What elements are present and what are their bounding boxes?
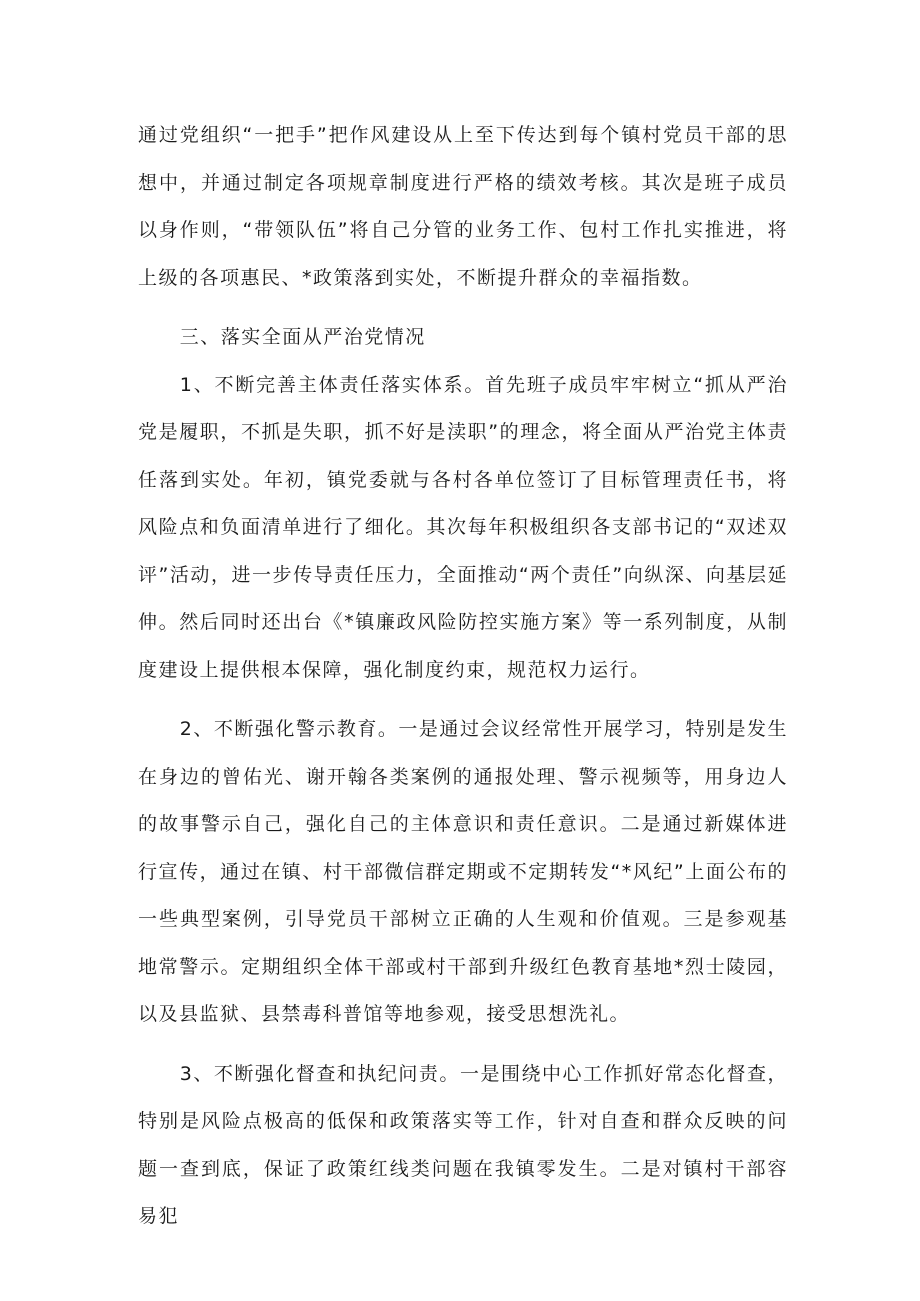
paragraph-continuation: 通过党组织“一把手”把作风建设从上至下传达到每个镇村党员干部的思想中，并通过制定各项规章制度进行严格的绩效考核。其次是班子成员以身作则，“带领队伍”将自己分管的业务工作、包村工作扎实推进，将上级的各项惠民、*政策落到实处，不断提升群众的幸福指数。 xyxy=(138,124,788,289)
paragraph-item-3: 3、不断强化督查和执纪问责。一是围绕中心工作抓好常态化督查，特别是风险点极高的低保和政策落实等工作，针对自查和群众反映的问题一查到底，保证了政策红线类问题在我镇零发生。二是对镇村干部容易犯 xyxy=(138,1062,788,1227)
paragraph-item-1: 1、不断完善主体责任落实体系。首先班子成员牢牢树立“抓从严治党是履职，不抓是失职，抓不好是渎职”的理念，将全面从严治党主体责任落到实处。年初，镇党委就与各村各单位签订了目标管理责任书，将风险点和负面清单进行了细化。其次每年积极组织各支部书记的“双述双评”活动，进一步传导责任压力，全面推动“两个责任”向纵深、向基层延伸。然后同时还出台《*镇廉政风险防控实施方案》等一系列制度，从制度建设上提供根本保障，强化制度约束，规范权力运行。 xyxy=(138,373,788,681)
section-heading: 三、落实全面从严治党情况 xyxy=(179,326,426,348)
document-body xyxy=(138,112,788,1241)
paragraph-item-2: 2、不断强化警示教育。一是通过会议经常性开展学习，特别是发生在身边的曾佑光、谢开翰各类案例的通报处理、警示视频等，用身边人的故事警示自己，强化自己的主体意识和责任意识。二是通过新媒体进行宣传，通过在镇、村干部微信群定期或不定期转发“*风纪”上面公布的一些典型案例，引导党员干部树立正确的人生观和价值观。三是参观基地常警示。定期组织全体干部或村干部到升级红色教育基地*烈士陵园，以及县监狱、县禁毒科普馆等地参观，接受思想洗礼。 xyxy=(138,718,788,1025)
